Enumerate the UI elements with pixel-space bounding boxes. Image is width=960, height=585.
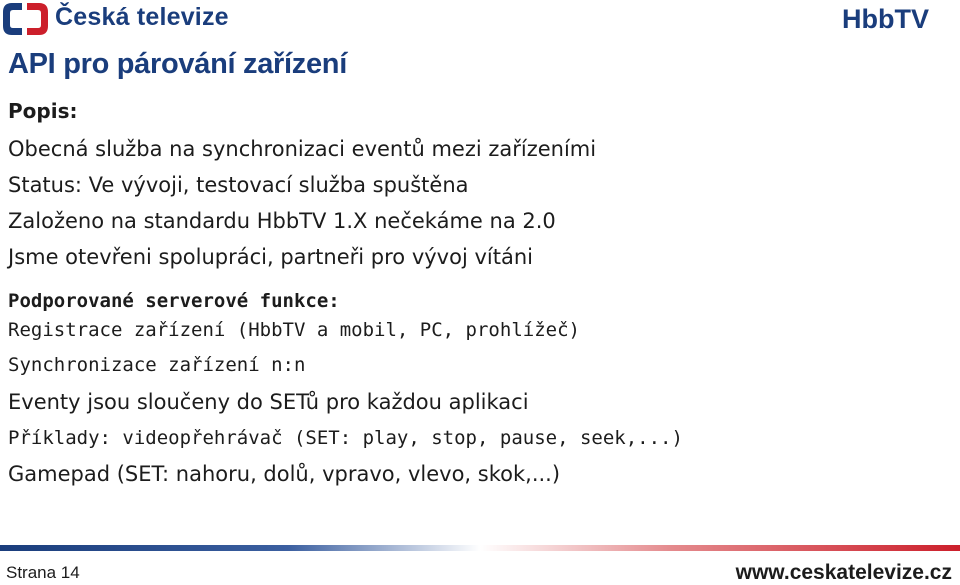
logo xyxy=(0,0,52,38)
page-number: Strana 14 xyxy=(6,563,80,582)
popis-line-3: Založeno na standardu HbbTV 1.X nečekáme na 2.0 xyxy=(8,209,556,233)
brand-name: Česká televize xyxy=(55,3,229,31)
popis-line-2: Status: Ve vývoji, testovací služba spuštěna xyxy=(8,173,469,197)
features-line-1: Registrace zařízení (HbbTV a mobil, PC, prohlížeč) xyxy=(8,319,580,341)
features-line-5: Gamepad (SET: nahoru, dolů, vpravo, vlevo, skok,...) xyxy=(8,462,561,486)
features-line-4: Příklady: videopřehrávač (SET: play, stop, pause, seek,...) xyxy=(8,427,683,449)
page-title: API pro párování zařízení xyxy=(8,48,347,80)
website-url: www.ceskatelevize.cz xyxy=(735,561,952,584)
features-heading: Podporované serverové funkce: xyxy=(8,290,340,312)
footer-divider xyxy=(0,545,960,551)
features-line-2: Synchronizace zařízení n:n xyxy=(8,354,306,376)
ct-logo-icon xyxy=(0,0,52,38)
features-line-3: Eventy jsou sloučeny do SETů pro každou aplikaci xyxy=(8,390,529,414)
hbbtv-badge: HbbTV xyxy=(842,4,929,34)
popis-heading: Popis: xyxy=(8,99,78,123)
popis-line-1: Obecná služba na synchronizaci eventů mezi zařízeními xyxy=(8,137,597,161)
popis-line-4: Jsme otevřeni spolupráci, partneři pro vývoj vítáni xyxy=(8,245,533,269)
